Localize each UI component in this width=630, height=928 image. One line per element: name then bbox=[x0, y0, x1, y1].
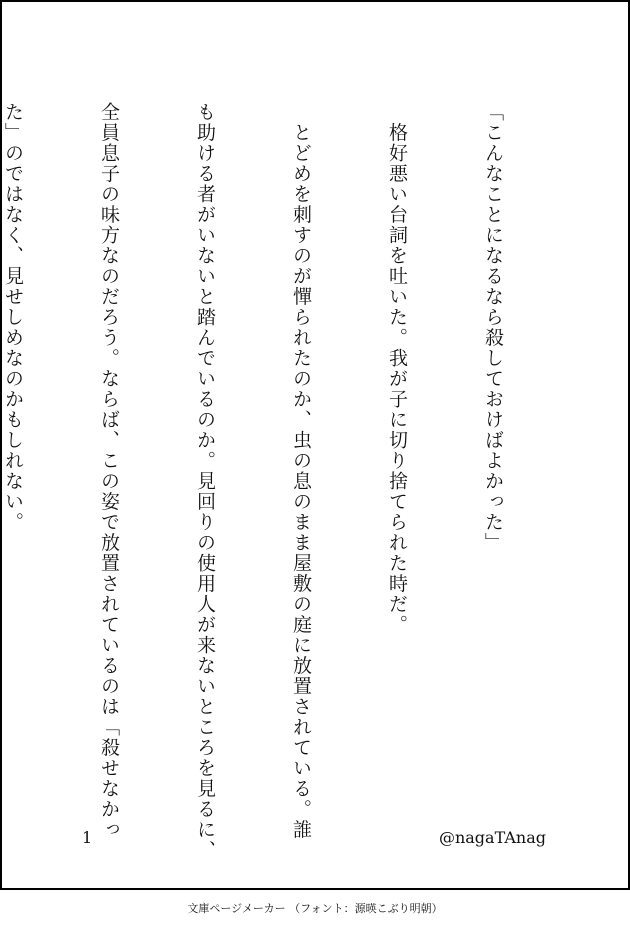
footer-credit: 文庫ページメーカー （フォント：源暎こぶり明朝） bbox=[187, 902, 443, 915]
page-number: 1 bbox=[82, 828, 93, 847]
text-line: も助ける者がいないと踏んでいるのか。見回りの使用人が来ないところを見るに、 bbox=[194, 102, 216, 861]
text-line: 「こんなことになるなら殺しておけばよかった」 bbox=[482, 102, 504, 553]
text-line: 全員息子の味方なのだろう。ならば、この姿で放置されているのは「殺せなかっ bbox=[98, 102, 120, 840]
author-handle: @nagaTAnag bbox=[438, 828, 546, 847]
text-line: 格好悪い台詞を吐いた。我が子に切り捨てられた時だ。 bbox=[386, 102, 408, 635]
text-line: た」のではなく、見せしめなのかもしれない。 bbox=[2, 102, 24, 533]
text-line: とどめを刺すのが憚られたのか、虫の息のまま屋敷の庭に放置されている。誰 bbox=[290, 102, 312, 840]
